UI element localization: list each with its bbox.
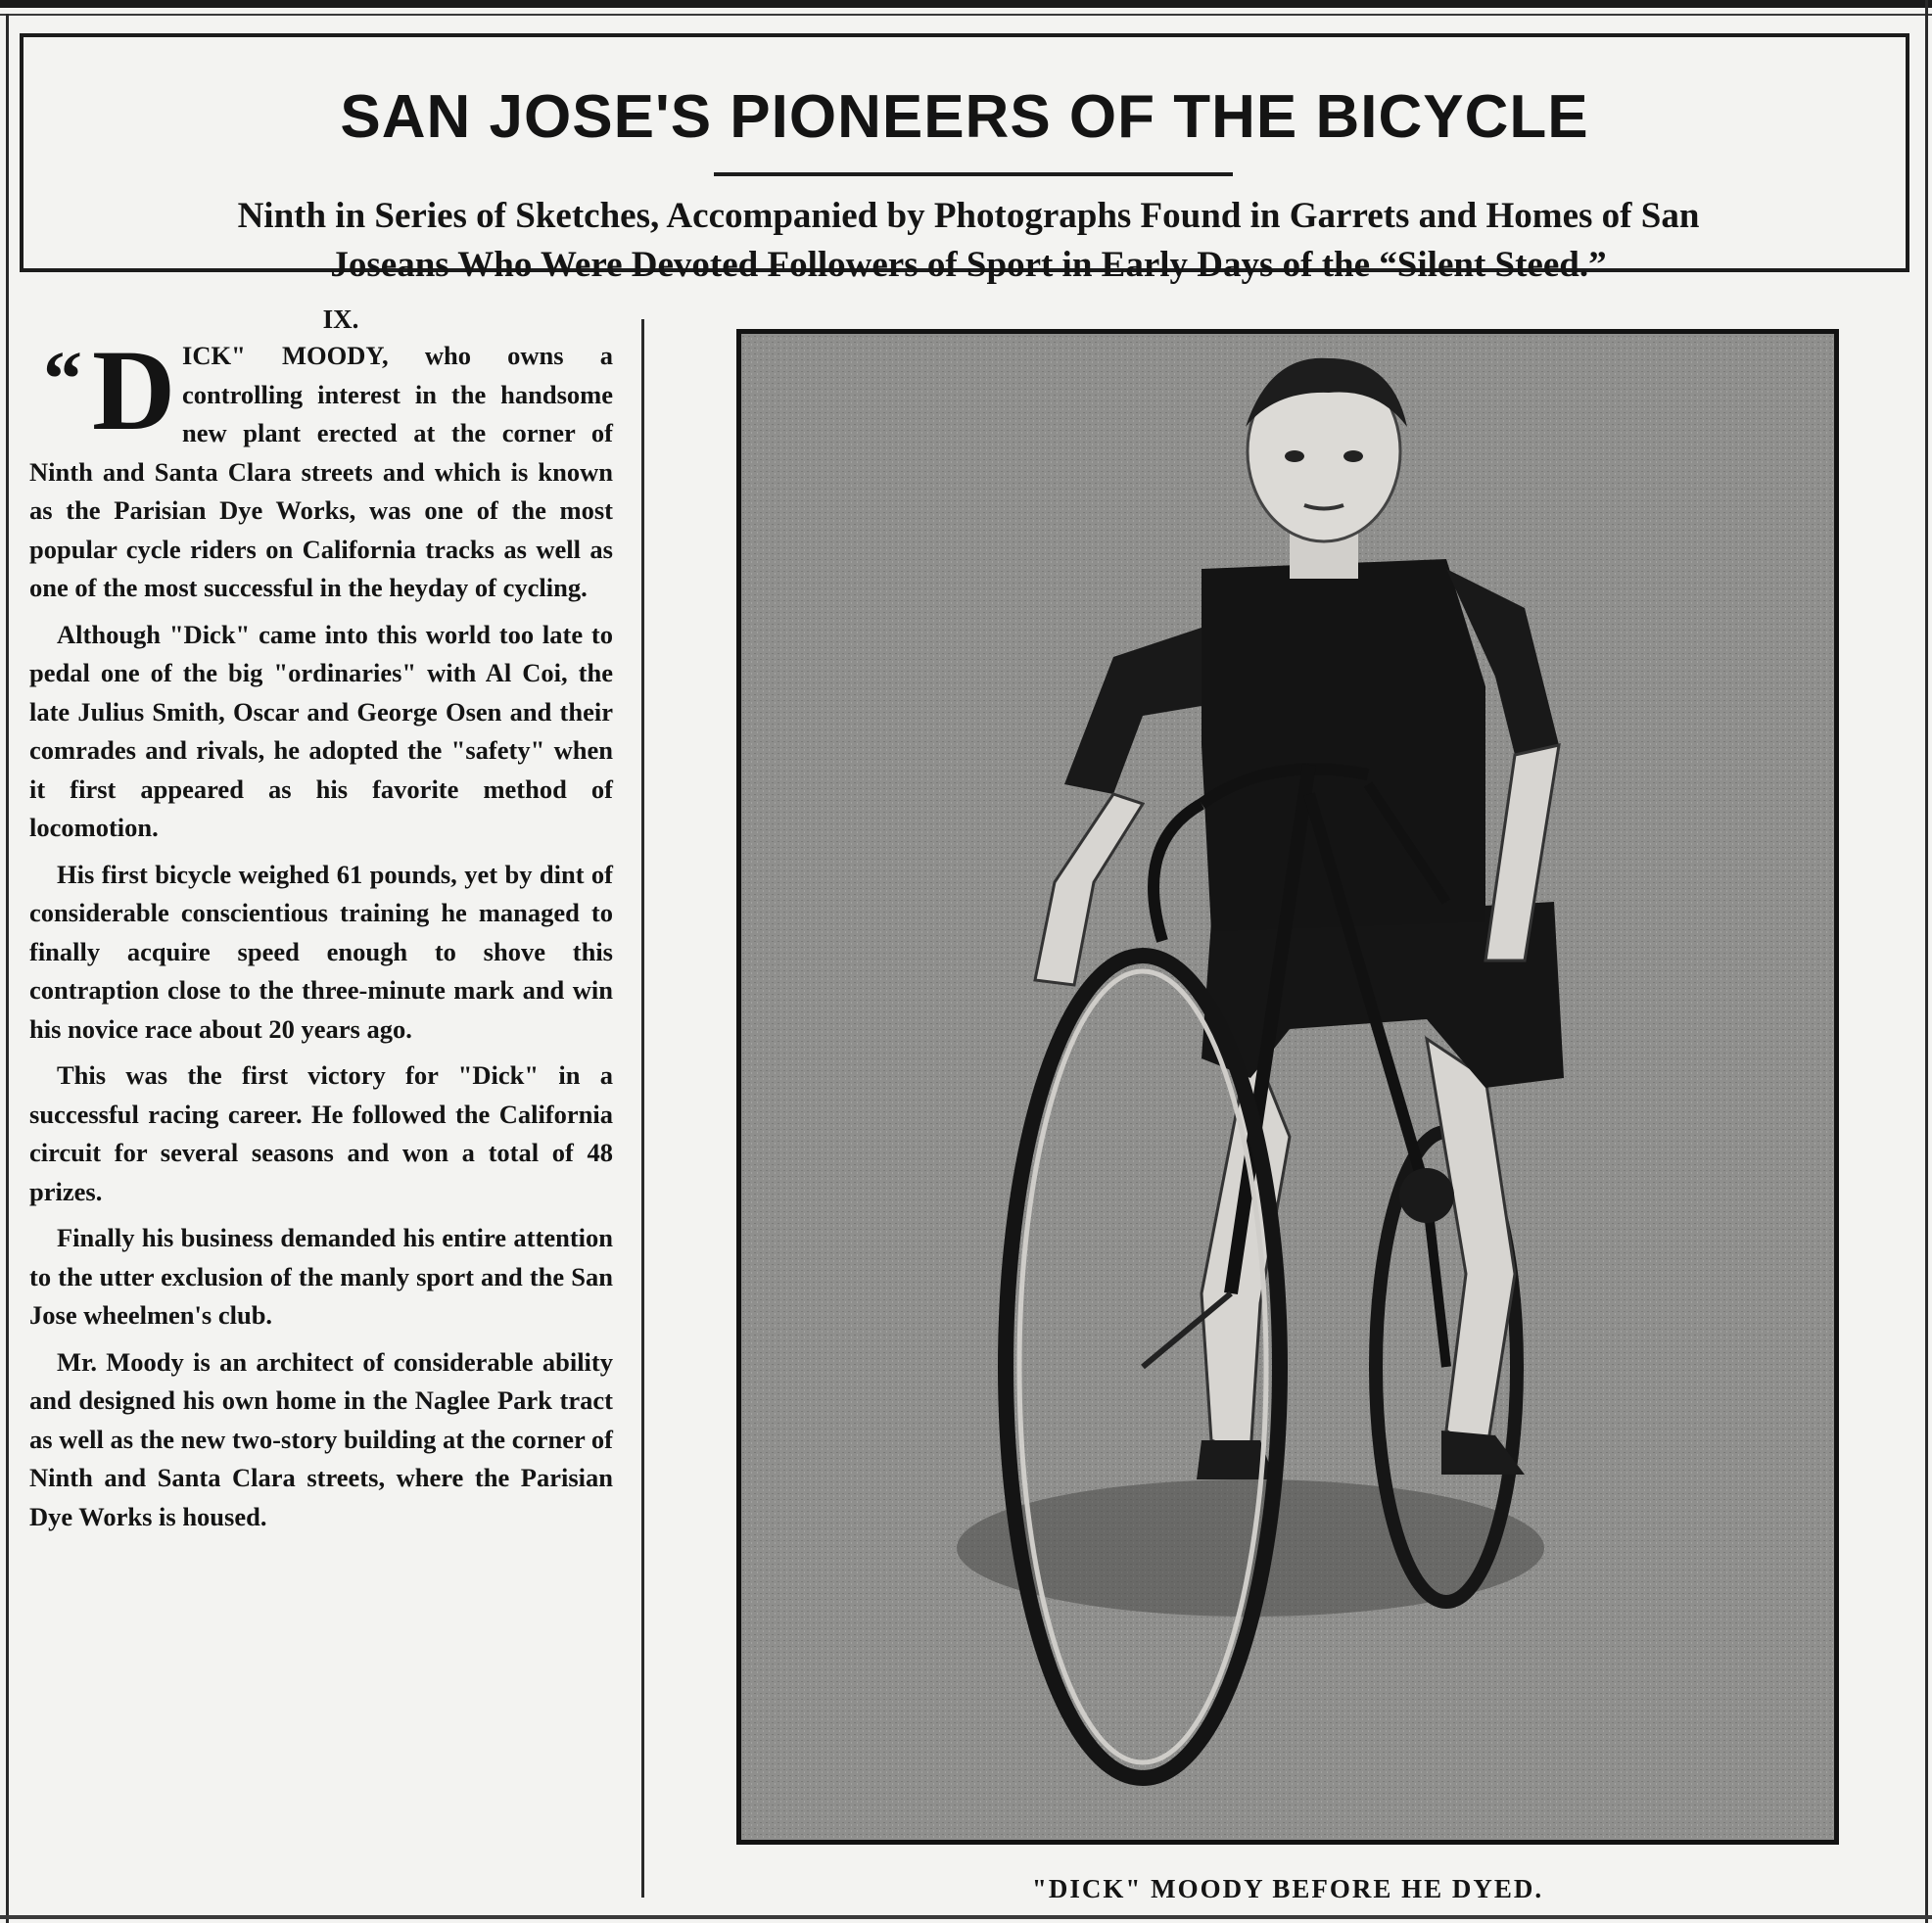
- subhead-line-1: Ninth in Series of Sketches, Accompanied by Photographs Found in Garrets and Homes of San: [237, 196, 1700, 236]
- right-page-border: [1925, 0, 1928, 1923]
- paragraph-text: ICK" MOODY, who owns a controlling interest in the handsome new plant erected at the corner of Ninth and Santa Clara streets and which is known as the Parisian Dye Works, was one of the most popular cycle riders on California tracks as well as one of the most successful in the heyday of cycling.: [29, 341, 613, 602]
- article-paragraph: This was the first victory for "Dick" in a successful racing career. He followed the California circuit for several seasons and won a total of 48 prizes.: [29, 1060, 613, 1206]
- drop-cap-letter: D: [92, 326, 176, 454]
- left-page-border: [6, 14, 9, 1923]
- article-paragraph: Finally his business demanded his entire attention to the utter exclusion of the manly sport and the San Jose wheelmen's club.: [29, 1223, 613, 1330]
- cyclist-illustration: [741, 334, 1834, 1840]
- cyclist-photo: [736, 329, 1839, 1845]
- top-rule-thin: [0, 14, 1932, 16]
- article-body: [29, 302, 613, 1536]
- headline-underline: [714, 172, 1233, 176]
- drop-cap-quote: “: [43, 337, 82, 423]
- cycling-jersey: [1202, 559, 1485, 931]
- header-box: [20, 33, 1909, 285]
- bottom-rule: [0, 1915, 1932, 1919]
- right-eye: [1343, 450, 1363, 462]
- photo-caption: "DICK" MOODY BEFORE HE DYED.: [1031, 1874, 1544, 1903]
- subheadline: [72, 192, 1864, 290]
- column-divider: [641, 319, 644, 1898]
- subhead-line-2: Joseans Who Were Devoted Followers of Sport in Early Days of the “Silent Steed.”: [330, 245, 1607, 285]
- article-paragraph: Mr. Moody is an architect of considerable ability and designed his own home in the Naglee Park tract as well as the new two-story building at the corner of Ninth and Santa Clara streets, where the Parisian Dye Works is housed.: [29, 1346, 613, 1531]
- article-paragraph: His first bicycle weighed 61 pounds, yet by dint of considerable conscientious training he managed to finally acquire speed enough to shove this contraption close to the three-minute mark and win his novice race about 20 years ago.: [29, 859, 613, 1044]
- left-eye: [1285, 450, 1304, 462]
- article-paragraph: [29, 326, 613, 608]
- chainring: [1399, 1168, 1454, 1223]
- drop-cap: [29, 326, 176, 454]
- top-rule: [0, 0, 1932, 8]
- article-paragraph: Although "Dick" came into this world too late to pedal one of the big "ordinaries" with Al Coi, the late Julius Smith, Oscar and George Osen and their comrades and rivals, he adopted the "safety" when it first appeared as his favorite method of locomotion.: [29, 619, 613, 842]
- page-title: SAN JOSE'S PIONEERS OF THE BICYCLE: [340, 83, 1589, 151]
- section-numeral: IX.: [322, 305, 359, 334]
